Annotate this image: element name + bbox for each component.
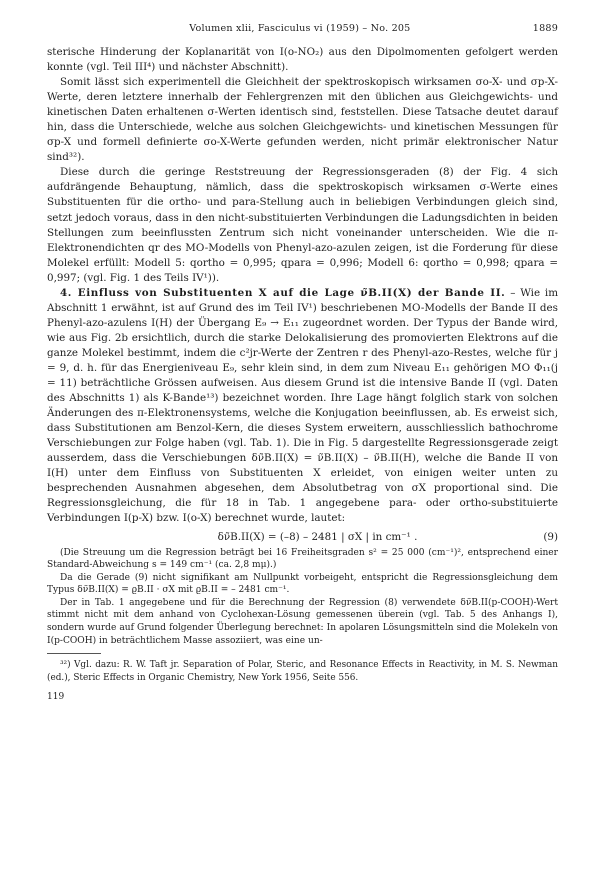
equation-text: δν̃B.II(X) = (–8) – 2481 | σX | in cm⁻¹ . — [217, 530, 418, 543]
equation-number: (9) — [543, 530, 558, 543]
paragraph-continued: sterische Hinderung der Koplanarität von I(o-NO₂) aus den Dipolmomenten gefolgert werden konnte (vgl. Teil III⁴) und nächster Abschnitt). — [47, 46, 558, 74]
equation-9 — [47, 528, 558, 546]
paragraph-equality-sigma: Somit lässt sich experimentell die Gleichheit der spektroskopisch wirksamen σo-X- und σp-X-Werte, deren letztere innerhalb der Fehlergrenzen mit den üblichen aus Gleichgewichts- und kinetischen Daten erhaltenen σ-Werten identisch sind, feststellen. Diese Tatsache deutet darauf hin, dass die Unterschiede, welche aus solchen Gleichgewichts- und kinetischen Messungen für σp-X und formell definierte σo-X-Werte gefunden werden, nicht primär elektronischer Natur sind³²). — [47, 76, 558, 164]
section-body: Wie im Abschnitt 1 erwähnt, ist auf Grund des im Teil IV¹) beschriebenen MO-Modells der Bande II des Phenyl-azo-azulens I(H) der Übergang E₉ → E₁₁ zugeordnet worden. Der Typus der Bande wird, wie aus Fig. 2b ersichtlich, durch die starke Delokalisierung des promovierten Elektrons auf die ganze Molekel bestimmt, indem die c²jr-Werte der Zentren r des Phenyl-azo-Restes, welche für j = 9, d. h. für das Energieniveau E₉, sehr klein sind, in dem zum Niveau E₁₁ gehörigen MO Φ₁₁(j = 11) beträchtliche Grössen aufweisen. Aus diesem Grund ist die intensive Bande II (vgl. Daten des Abschnitts 1) als K-Bande¹³) bezeichnet worden. Ihre Lage hängt folglich stark von solchen Änderungen des π-Elektronensystems, welche die Konjugation beeinflussen, ab. Es erweist sich, dass Substitutionen am Benzol-Kern, die dieses System erweitern, ausschliesslich bathochrome Verschiebungen zur Folge haben (vgl. Tab. 1). Die in Fig. 5 dargestellte Regressionsgerade zeigt ausserdem, dass die Verschiebungen δν̃B.II(X) = ν̃B.II(X) – ν̃B.II(H), welche die Bande II von I(H) unter dem Einfluss von Substituenten X erleidet, von einigen weiter unten zu besprechenden Ausnahmen abgesehen, dem Absolutbetrag von σX proportional sind. Die Regressionsgleichung, die für 18 in Tab. 1 angegebene para- oder ortho-substituierte Verbindungen I(p-X) bzw. I(o-X) berechnet wurde, lautet: — [47, 286, 559, 525]
paper-page — [47, 22, 558, 702]
page-number: 1889 — [532, 23, 558, 34]
section-4 — [47, 286, 558, 527]
section-heading: 4. Einfluss von Substituenten X auf die Lage ν̃B.II(X) der Bande II. — [60, 286, 506, 299]
footnote-32: ³²) Vgl. dazu: R. W. Taft jr. Separation of Polar, Steric, and Resonance Effects in Reactivity, in M. S. Newman (ed.), Steric Effects in Organic Chemistry, New York 1956, Seite 556. — [47, 660, 558, 683]
journal-citation: Volumen xlii, Fasciculus vi (1959) – No. 205 — [189, 23, 411, 34]
signature-mark: 119 — [47, 692, 65, 703]
paragraph-regression-claim: Diese durch die geringe Reststreuung der Regressionsgeraden (8) der Fig. 4 sich aufdrängende Behauptung, nämlich, dass die spektroskopisch wirksamen σ-Werte eines Substituenten für die ortho- und para-Stellung auch in beliebigen Verbindungen gleich sind, setzt jedoch voraus, dass in den nicht-substituierten Verbindungen die Ladungsdichten in beiden Stellungen zum beeinflussten Zentrum sich nicht voneinander unterscheiden. Wie die π-Elektronendichten qr des MO-Modells von Phenyl-azo-azulen zeigen, ist die Forderung für diese Molekel erfüllt: Modell 5: qortho = 0,995; qpara = 0,996; Modell 6: qortho = 0,998; qpara = 0,997; (vgl. Fig. 1 des Teils IV¹)). — [47, 166, 558, 284]
footnote-rule — [47, 653, 101, 654]
section-dash: – — [510, 286, 516, 299]
running-header — [47, 22, 558, 36]
note-cooh-value: Der in Tab. 1 angegebene und für die Berechnung der Regression (8) verwendete δν̃B.II(p-COOH)-Wert stimmt nicht mit dem anhand von Cyclohexan-Lösung gemessenen überein (vgl. Tab. 5 des Anhangs I), sondern wurde auf Grund folgender Überlegung berechnet: In apolaren Lösungsmitteln sind die Molekeln von I(p-COOH) in beträchtlichem Masse assoziiert, was eine un- — [47, 597, 558, 646]
note-regression-type: Da die Gerade (9) nicht signifikant am Nullpunkt vorbeigeht, entspricht die Regressionsgleichung dem Typus δν̃B.II(X) = ϱB.II · σX mit ϱB.II = – 2481 cm⁻¹. — [47, 572, 558, 596]
note-scatter: (Die Streuung um die Regression beträgt bei 16 Freiheitsgraden s² = 25 000 (cm⁻¹)², entsprechend einer Standard-Abweichung s = 149 cm⁻¹ (ca. 2,8 mμ).) — [47, 547, 558, 571]
